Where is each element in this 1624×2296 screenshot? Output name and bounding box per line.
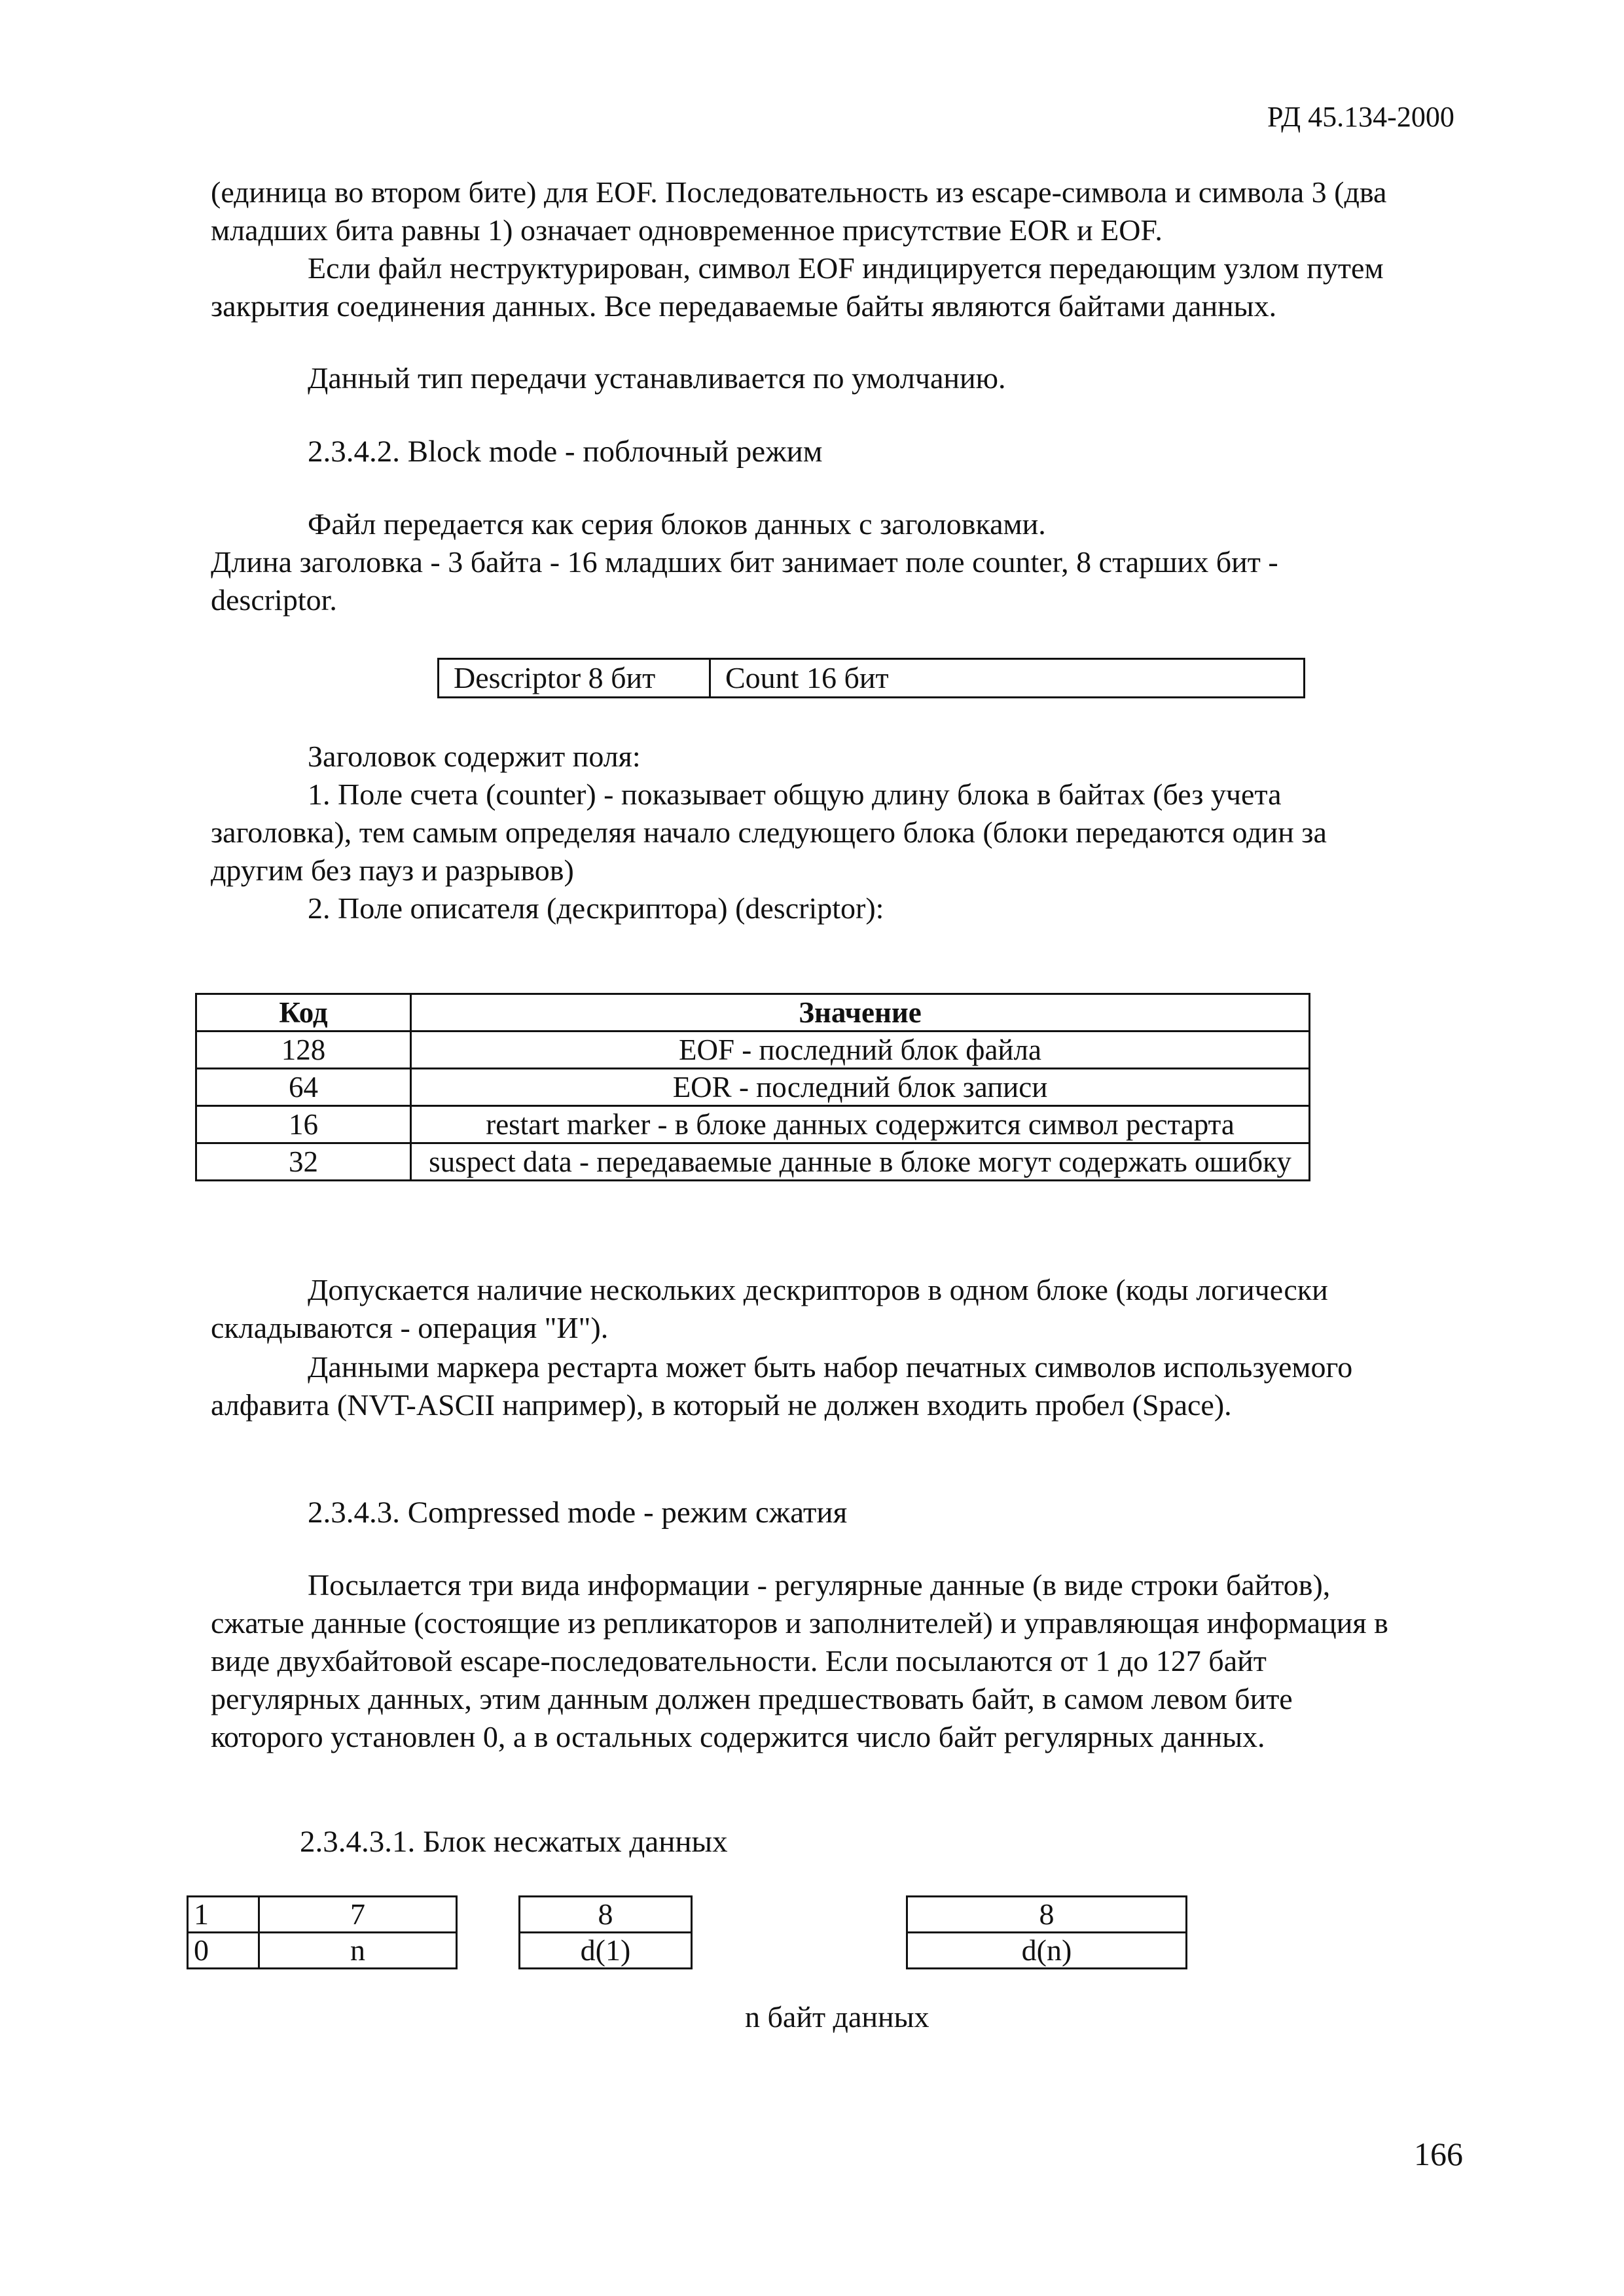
- section-heading-block-mode: 2.3.4.2. Block mode - поблочный режим: [308, 435, 823, 469]
- paragraph-line: заголовка), тем самым определяя начало следующего блока (блоки передаются один за: [211, 816, 1327, 849]
- paragraph-line: виде двухбайтовой escape-последовательности. Если посылаются от 1 до 127 байт: [211, 1644, 1267, 1677]
- paragraph-line: 1. Поле счета (counter) - показывает общую длину блока в байтах (без учета: [308, 778, 1282, 811]
- section-heading-uncompressed-block: 2.3.4.3.1. Блок несжатых данных: [300, 1825, 728, 1859]
- meaning-cell: EOR - последний блок записи: [411, 1069, 1310, 1106]
- paragraph-line: закрытия соединения данных. Все передаваемые байты являются байтами данных.: [211, 289, 1277, 323]
- table-row: [196, 1143, 1310, 1181]
- paragraph-line: Если файл неструктурирован, символ EOF индицируется передающим узлом путем: [308, 251, 1384, 285]
- table-row: [196, 1069, 1310, 1106]
- descriptor-field-cell: Descriptor 8 бит: [454, 661, 656, 694]
- paragraph-line: которого установлен 0, а в остальных содержится число байт регулярных данных.: [211, 1720, 1265, 1753]
- paragraph-line: алфавита (NVT-ASCII например), в который не должен входить пробел (Space).: [211, 1388, 1232, 1422]
- descriptor-codes-table: [195, 993, 1310, 1181]
- meaning-cell: EOF - последний блок файла: [411, 1031, 1310, 1069]
- meaning-cell: restart marker - в блоке данных содержится символ рестарта: [411, 1106, 1310, 1143]
- paragraph-line: регулярных данных, этим данным должен предшествовать байт, в самом левом бите: [211, 1682, 1293, 1715]
- table-row: [196, 1031, 1310, 1069]
- section-heading-compressed-mode: 2.3.4.3. Compressed mode - режим сжатия: [308, 1496, 848, 1530]
- first-data-byte-frame: [518, 1895, 693, 1969]
- frame-cell: 7: [259, 1897, 457, 1933]
- frame-cell: d(n): [907, 1933, 1187, 1969]
- data-bytes-caption: n байт данных: [745, 2000, 929, 2034]
- count-field-cell: Count 16 бит: [709, 660, 1303, 696]
- last-data-byte-frame: [906, 1895, 1187, 1969]
- paragraph-line: складываются - операция "И").: [211, 1311, 609, 1344]
- document-id-header: РД 45.134-2000: [1267, 101, 1454, 133]
- paragraph-line: другим без пауз и разрывов): [211, 853, 574, 887]
- paragraph-line: descriptor.: [211, 583, 337, 617]
- frame-row: [907, 1933, 1187, 1969]
- frame-cell: 8: [520, 1897, 692, 1933]
- paragraph-line: (единица во втором бите) для EOF. Последовательность из escape-символа и символа 3 (два: [211, 175, 1387, 209]
- frame-row: [520, 1897, 692, 1933]
- frame-row: [520, 1933, 692, 1969]
- code-cell: 128: [196, 1031, 411, 1069]
- paragraph-line: младших бита равны 1) означает одновременное присутствие EOR и EOF.: [211, 213, 1163, 247]
- table-header-row: [196, 994, 1310, 1031]
- frame-row: [188, 1897, 457, 1933]
- paragraph-descriptor-field: 2. Поле описателя (дескриптора) (descriptor):: [308, 891, 884, 925]
- code-cell: 16: [196, 1106, 411, 1143]
- frame-row: [188, 1933, 457, 1969]
- paragraph-line: Длина заголовка - 3 байта - 16 младших бит занимает поле counter, 8 старших бит -: [211, 545, 1278, 579]
- paragraph-line: Файл передается как серия блоков данных с заголовками.: [308, 507, 1046, 541]
- code-cell: 32: [196, 1143, 411, 1181]
- paragraph-line: Посылается три вида информации - регулярные данные (в виде строки байтов),: [308, 1568, 1331, 1602]
- paragraph-header-fields: Заголовок содержит поля:: [308, 740, 641, 773]
- frame-cell: 1: [188, 1897, 259, 1933]
- paragraph-line: сжатые данные (состоящие из репликаторов и заполнителей) и управляющая информация в: [211, 1606, 1388, 1640]
- column-header-code: Код: [196, 994, 411, 1031]
- length-byte-frame: [187, 1895, 458, 1969]
- frame-cell: n: [259, 1933, 457, 1969]
- block-header-format-box: [437, 658, 1305, 698]
- frame-row: [907, 1897, 1187, 1933]
- column-header-meaning: Значение: [411, 994, 1310, 1031]
- paragraph-line: Данными маркера рестарта может быть набор печатных символов используемого: [308, 1350, 1353, 1384]
- frame-cell: 8: [907, 1897, 1187, 1933]
- meaning-cell: suspect data - передаваемые данные в блоке могут содержать ошибку: [411, 1143, 1310, 1181]
- paragraph-default-mode: Данный тип передачи устанавливается по умолчанию.: [308, 361, 1006, 395]
- table-row: [196, 1106, 1310, 1143]
- frame-cell: 0: [188, 1933, 259, 1969]
- code-cell: 64: [196, 1069, 411, 1106]
- frame-cell: d(1): [520, 1933, 692, 1969]
- paragraph-line: Допускается наличие нескольких дескрипторов в одном блоке (коды логически: [308, 1273, 1328, 1306]
- page-number: 166: [1414, 2136, 1463, 2172]
